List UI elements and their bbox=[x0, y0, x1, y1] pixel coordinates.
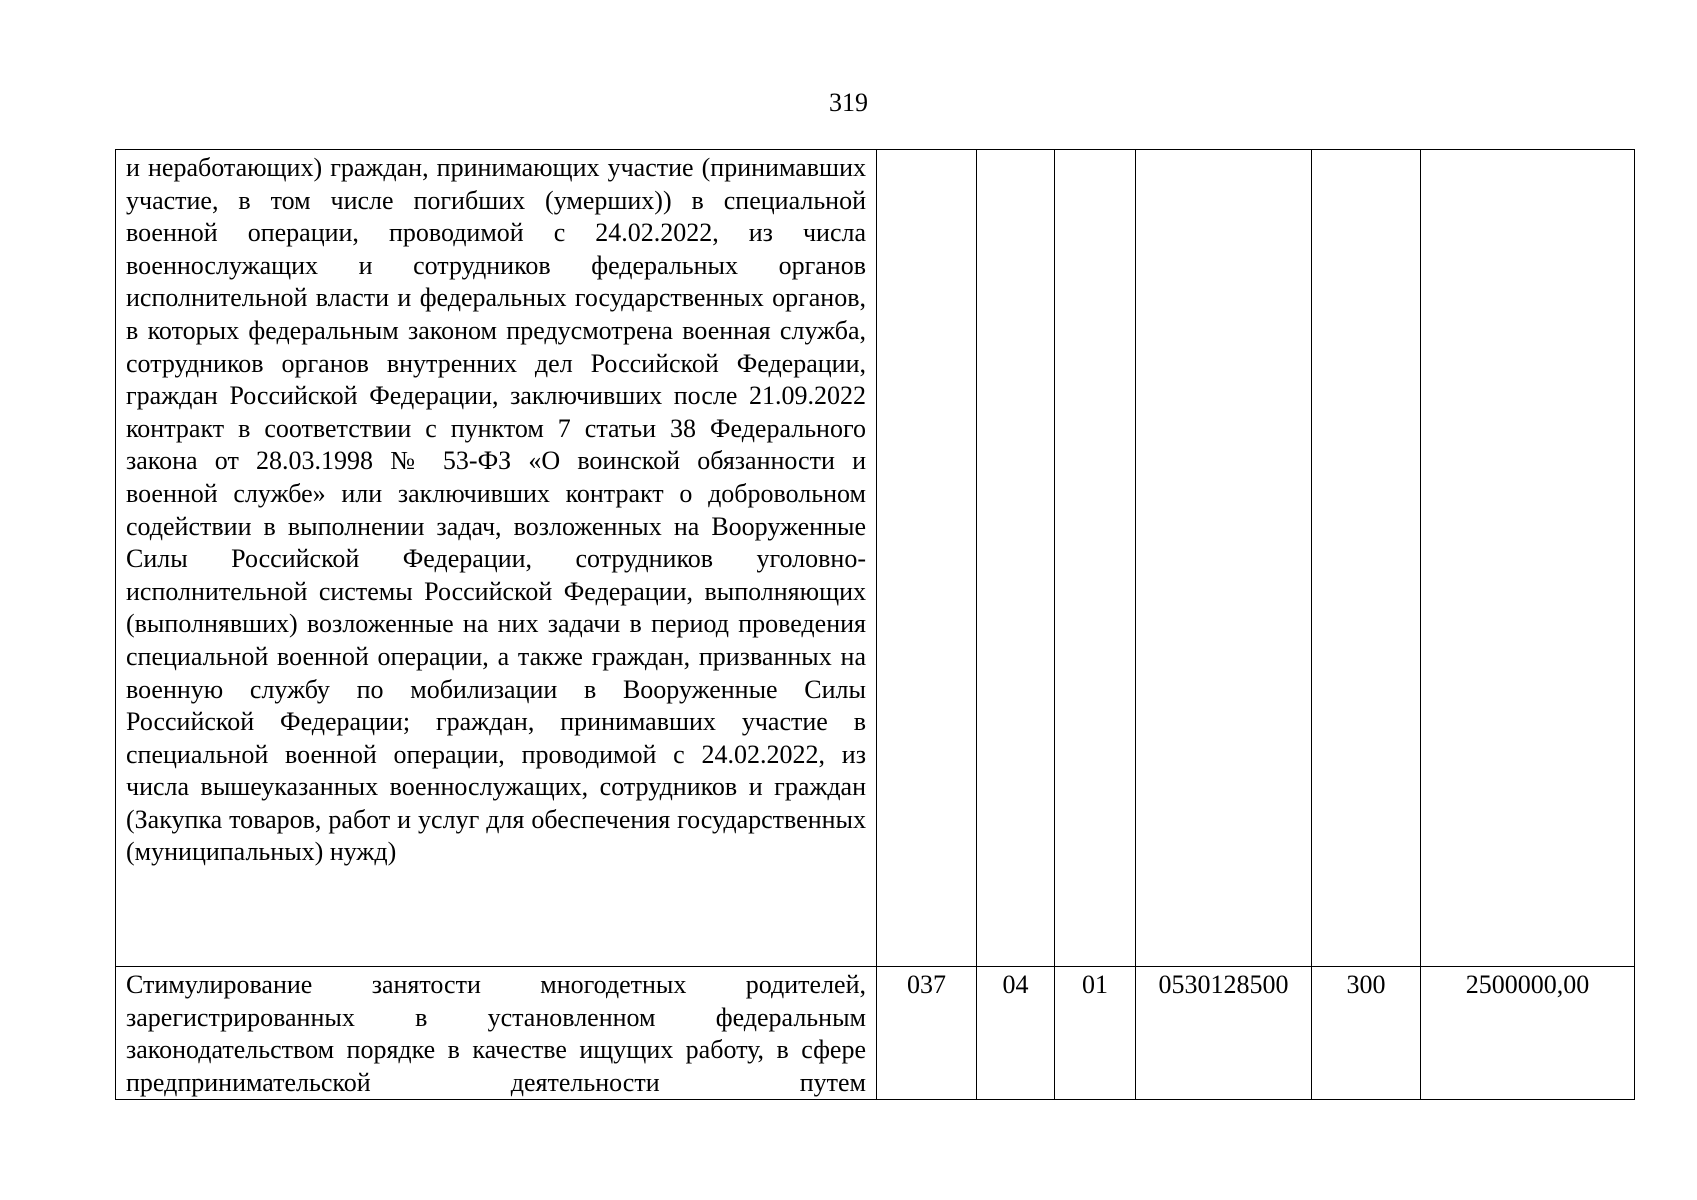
table-row bbox=[116, 150, 1635, 967]
amount-cell bbox=[1421, 150, 1635, 967]
section-code-cell bbox=[977, 150, 1055, 967]
expense-type-cell: 300 bbox=[1312, 967, 1421, 1100]
expense-type-cell bbox=[1312, 150, 1421, 967]
target-article-cell bbox=[1136, 150, 1312, 967]
budget-table bbox=[115, 149, 1635, 1100]
subsection-code-cell: 01 bbox=[1055, 967, 1136, 1100]
ministry-code-cell bbox=[877, 150, 977, 967]
row-description: и неработающих) граждан, принимающих участие (принимавших участие, в том числе погибших (умерших)) в специальной военной операции, проводимой с 24.02.2022, из числа военнослужащих и сотрудников федеральных органов исполнительной власти и федеральных государственных органов, в которых федеральным законом предусмотрена военная служба, сотрудников органов внутренних дел Российской Федерации, граждан Российской Федерации, заключивших после 21.09.2022 контракт в соответствии с пунктом 7 статьи 38 Федерального закона от 28.03.1998 № 53-ФЗ «О воинской обязанности и военной службе» или заключивших контракт о добровольном содействии в выполнении задач, возложенных на Вооруженные Силы Российской Федерации, сотрудников уголовно-исполнительной системы Российской Федерации, выполняющих (выполнявших) возложенные на них задачи в период проведения специальной военной операции, а также граждан, призванных на военную службу по мобилизации в Вооруженные Силы Российской Федерации; граждан, принимавших участие в специальной военной операции, проводимой с 24.02.2022, из числа вышеуказанных военнослужащих, сотрудников и граждан (Закупка товаров, работ и услуг для обеспечения государственных (муниципальных) нужд) bbox=[116, 150, 877, 967]
page-number: 319 bbox=[829, 88, 868, 117]
subsection-code-cell bbox=[1055, 150, 1136, 967]
ministry-code-cell: 037 bbox=[877, 967, 977, 1100]
section-code-cell: 04 bbox=[977, 967, 1055, 1100]
target-article-cell: 0530128500 bbox=[1136, 967, 1312, 1100]
table-row bbox=[116, 967, 1635, 1100]
row-description: Стимулирование занятости многодетных родителей, зарегистрированных в установленном федеральным законодательством порядке в качестве ищущих работу, в сфере предпринимательской деятельности путем bbox=[116, 967, 877, 1100]
amount-cell: 2500000,00 bbox=[1421, 967, 1635, 1100]
